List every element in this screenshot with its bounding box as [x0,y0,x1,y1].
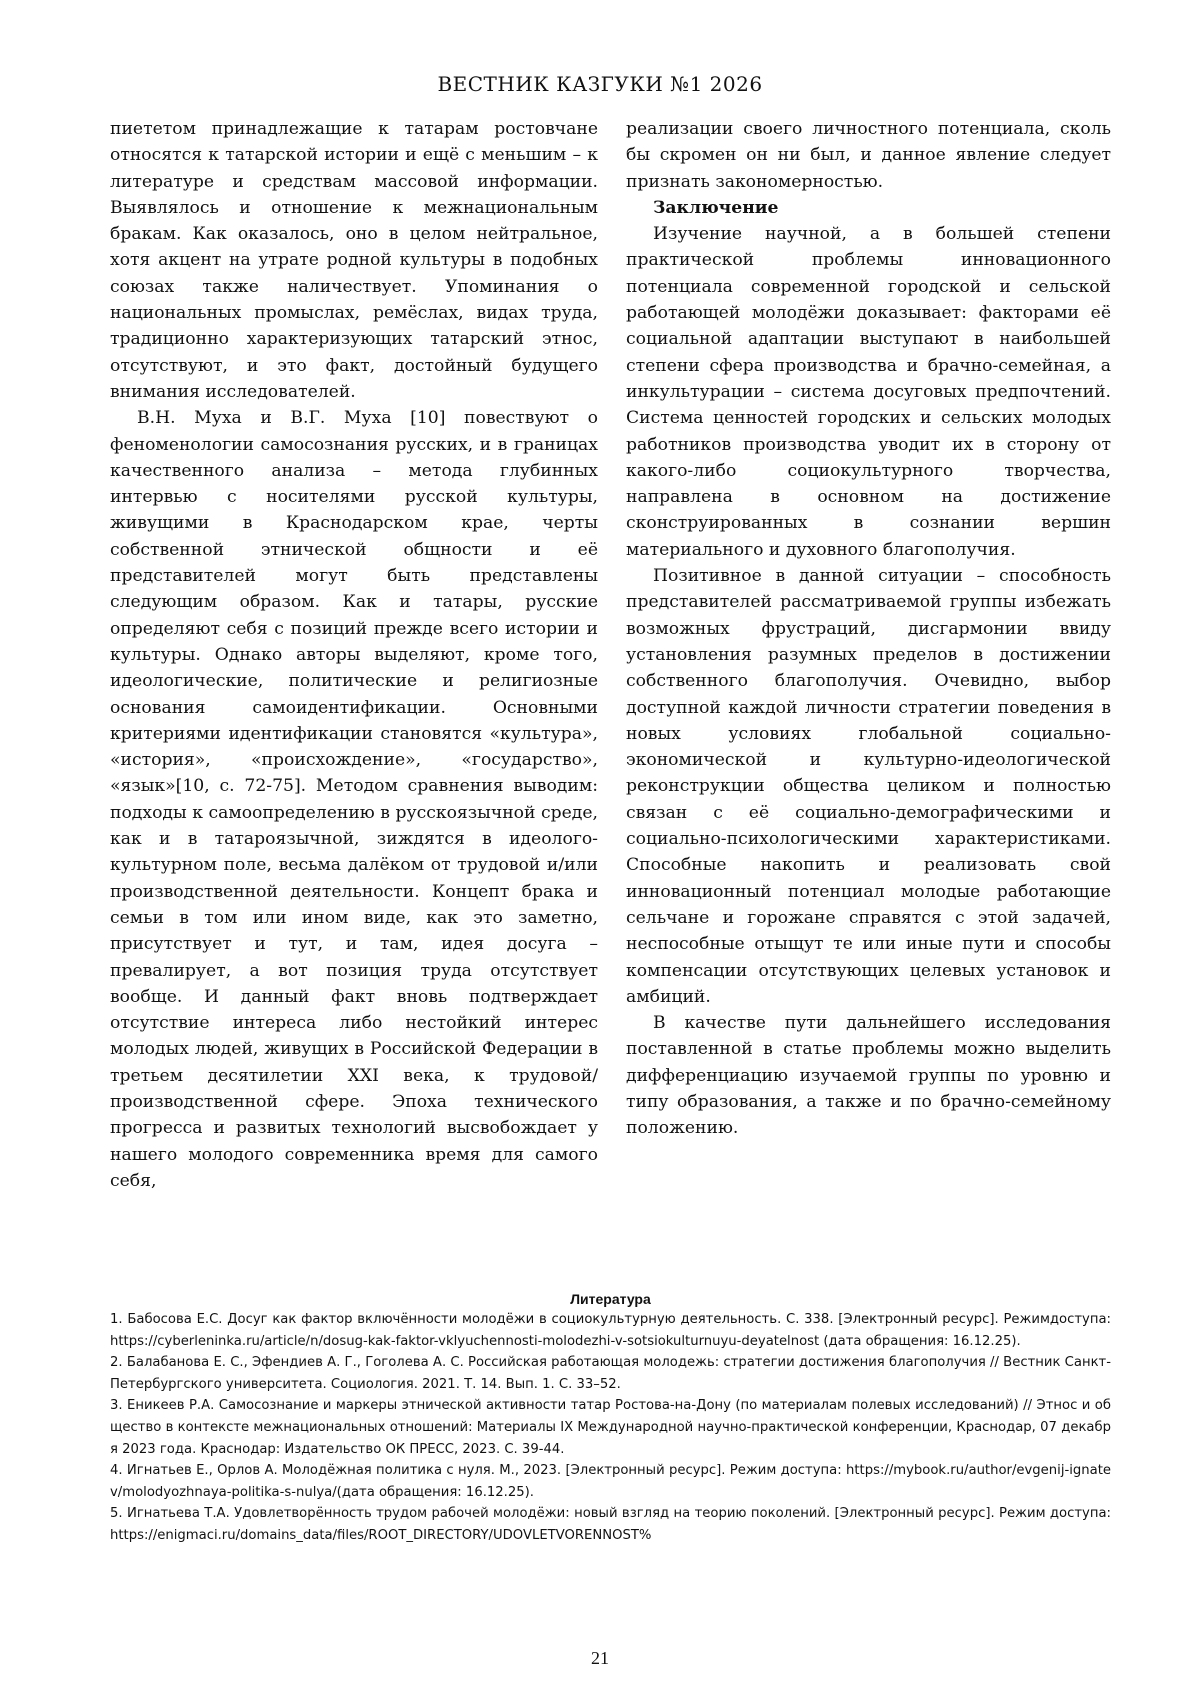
references-section [110,1290,1111,1547]
reference-item: 1. Бабосова Е.С. Досуг как фактор включённости молодёжи в социокультурную деятельность. С. 338. [Электронный ресурс]. Режимдоступа: https://cyberleninka.ru/article/n/dosug-kak-faktor-vklyuchennosti-molodezhi-v-sotsiokulturnuyu-deyatelnost (дата обращения: 16.12.25). [110,1312,1111,1349]
left-column [110,116,598,1194]
references-list [110,1309,1111,1547]
reference-item: 4. Игнатьев Е., Орлов А. Молодёжная политика с нуля. М., 2023. [Электронный ресурс]. Режим доступа: https://mybook.ru/author/evgenij-ignatev/molodyozhnaya-politika-s-nulya/(дата обращения: 16.12.25). [110,1463,1111,1500]
running-header: ВЕСТНИК КАЗГУКИ №1 2026 [437,72,763,96]
paragraph: реализации своего личностного потенциала, сколь бы скромен он ни был, и данное явление следует признать закономерностью. [626,119,1111,192]
paragraph: Изучение научной, а в большей степени практической проблемы инновационного потенциала современной городской и сельской работающей молодёжи доказывает: факторами её социальной адаптации выступают в наибольшей степени сфера производства и брачно-семейная, а инкультурации – система досуговых предпочтений. Система ценностей городских и сельских молодых работников производства уводит их в сторону от какого-либо социокультурного творчества, направлена в основном на достижение сконструированных в сознании вершин материального и духовного благополучия. [626,224,1111,560]
paragraph: В качестве пути дальнейшего исследования поставленной в статье проблемы можно выделить дифференциацию изучаемой группы по уровню и типу образования, а также и по брачно-семейному положению. [626,1013,1111,1139]
section-heading-conclusion: Заключение [653,197,779,218]
paragraph: Позитивное в данной ситуации – способность представителей рассматриваемой группы избежать возможных фрустраций, дисгармонии ввиду установления разумных пределов в достижении собственного благополучия. Очевидно, выбор доступной каждой личности стратегии поведения в новых условиях глобальной социально-экономической и культурно-идеологической реконструкции общества целиком и полностью связан с её социально-демографическими и социально-психологическими характеристиками. Способные накопить и реализовать свой инновационный потенциал молодые работающие сельчане и горожане справятся с этой задачей, неспособные отыщут те или иные пути и способы компенсации отсутствующих целевых установок и амбиций. [626,566,1111,1007]
reference-item: 3. Еникеев Р.А. Самосознание и маркеры этнической активности татар Ростова-на-Дону (по материалам полевых исследований) // Этнос и общество в контексте межнациональных отношений: Материалы IX Международной научно-практической конференции, Краснодар, 07 декабря 2023 года. Краснодар: Издательство ОК ПРЕСС, 2023. С. 39-44. [110,1398,1111,1457]
paragraph: пиететом принадлежащие к татарам ростовчане относятся к татарской истории и ещё с меньшим – к литературе и средствам массовой информации. Выявлялось и отношение к межнациональным бракам. Как оказалось, оно в целом нейтральное, хотя акцент на утрате родной культуры в подобных союзах также наличествует. Упоминания о национальных промыслах, ремёслах, видах труда, традиционно характеризующих татарский этнос, отсутствуют, и это факт, достойный будущего внимания исследователей. [110,119,598,402]
reference-item: 5. Игнатьева Т.А. Удовлетворённость трудом рабочей молодёжи: новый взгляд на теорию поколений. [Электронный ресурс]. Режим доступа: https://enigmaci.ru/domains_data/files/ROOT_DIRECTORY/UDOVLETVORENNOST% [110,1506,1111,1543]
page-number: 21 [591,1648,609,1668]
references-title: Литература [570,1291,651,1307]
right-column [626,116,1111,1142]
paragraph: В.Н. Муха и В.Г. Муха [10] повествуют о феноменологии самосознания русских, и в границах качественного анализа – метода глубинных интервью с носителями русской культуры, живущими в Краснодарском крае, черты собственной этнической общности и её представителей могут быть представлены следующим образом. Как и татары, русские определяют себя с позиций прежде всего истории и культуры. Однако авторы выделяют, кроме того, идеологические, политические и религиозные основания самоидентификации. Основными критериями идентификации становятся «культура», «история», «происхождение», «государство», «язык»[10, с. 72-75]. Методом сравнения выводим: подходы к самоопределению в русскоязычной среде, как и в татароязычной, зиждятся в идеолого-культурном поле, весьма далёком от трудовой и/или производственной деятельности. Концепт брака и семьи в том или ином виде, как это заметно, присутствует и тут, и там, идея досуга – превалирует, а вот позиция труда отсутствует вообще. И данный факт вновь подтверждает отсутствие интереса либо нестойкий интерес молодых людей, живущих в Российской Федерации в третьем десятилетии XXI века, к трудовой/ производственной сфере. Эпоха технического прогресса и развитых технологий высвобождает у нашего молодого современника время для самого себя, [110,408,598,1191]
reference-item: 2. Балабанова Е. С., Эфендиев А. Г., Гоголева А. С. Российская работающая молодежь: стратегии достижения благополучия // Вестник Санкт-Петербургского университета. Социология. 2021. Т. 14. Вып. 1. С. 33–52. [110,1355,1111,1392]
